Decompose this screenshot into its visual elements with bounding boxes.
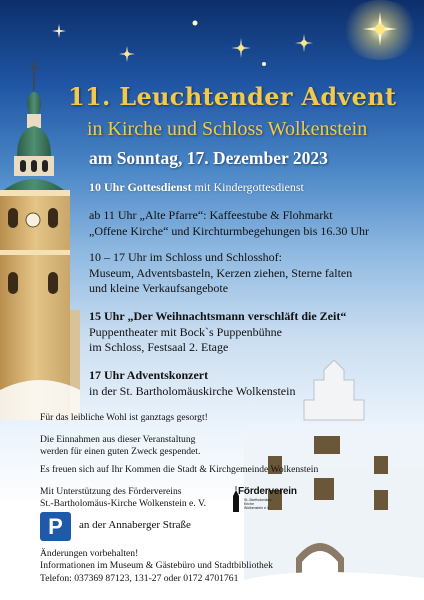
logo-sub1: St.-Bartholomäus- <box>244 498 273 502</box>
program-item-2 <box>89 208 369 239</box>
program-item-5 <box>89 368 295 399</box>
event-subtitle: in Kirche und Schloss Wolkenstein <box>87 118 368 140</box>
footer-info <box>40 548 273 585</box>
logo-title: Förderverein <box>238 486 297 497</box>
church-tower-illustration <box>0 60 80 420</box>
program-item-3-line1: 10 – 17 Uhr im Schloss und Schlosshof: <box>89 250 283 264</box>
star-icon <box>363 12 397 46</box>
program-item-3-line2: Museum, Adventsbasteln, Kerzen ziehen, Sterne falten <box>89 265 353 280</box>
welcome-note: Es freuen sich auf Ihr Kommen die Stadt & Kirchgemeinde Wolkenstein <box>40 464 319 475</box>
program-item-4-title: 15 Uhr „Der Weihnachtsmann verschläft die Zeit“ <box>89 309 347 323</box>
support-line2: St.-Bartholomäus-Kirche Wolkenstein e. V. <box>40 498 207 510</box>
program-item-4-line2: Puppentheater mit Bock`s Puppenbühne <box>89 324 282 339</box>
logo-sub3: Wolkenstein e.V. <box>244 506 270 510</box>
food-note: Für das leibliche Wohl ist ganztags gesorgt! <box>40 412 208 423</box>
program-item-4 <box>89 309 346 356</box>
program-item-4-line3: im Schloss, Festsaal 2. Etage <box>89 340 229 354</box>
star-icon <box>119 46 135 62</box>
support-line1: Mit Unterstützung des Fördervereins <box>40 486 182 497</box>
program-item-3 <box>89 250 352 297</box>
donation-note <box>40 434 200 459</box>
changes-note: Änderungen vorbehalten! <box>40 548 139 559</box>
parking-label: an der Annaberger Straße <box>79 519 191 531</box>
phone-line: Telefon: 037369 87123, 131-27 oder 0172 4701761 <box>40 572 239 584</box>
star-icon <box>260 60 268 68</box>
star-icon <box>190 18 200 28</box>
program-item-1 <box>89 180 304 196</box>
foerderverein-logo <box>232 486 296 512</box>
donation-line2: werden für einen guten Zweck gespendet. <box>40 446 201 458</box>
star-icon <box>231 38 251 58</box>
support-note <box>40 486 206 511</box>
info-line: Informationen im Museum & Gästebüro und Stadtbibliothek <box>40 560 273 572</box>
star-icon <box>295 34 313 52</box>
parking-icon: P <box>40 512 71 541</box>
program-item-1-text: mit Kindergottesdienst <box>191 180 304 194</box>
donation-line1: Die Einnahmen aus dieser Veranstaltung <box>40 434 196 445</box>
program-item-2-line1: ab 11 Uhr „Alte Pfarre“: Kaffeestube & Flohmarkt <box>89 208 333 222</box>
logo-sub2: Kirche <box>244 502 254 506</box>
program-item-2-line2: „Offene Kirche“ und Kirchturmbegehungen bis 16.30 Uhr <box>89 223 370 238</box>
program-item-5-title: 17 Uhr Adventskonzert <box>89 368 209 382</box>
event-title: 11. Leuchtender Advent <box>68 82 397 111</box>
program-item-5-line2: in der St. Bartholomäuskirche Wolkenstein <box>89 383 296 398</box>
event-date: am Sonntag, 17. Dezember 2023 <box>89 148 328 168</box>
program-item-3-line3: und kleine Verkaufsangebote <box>89 281 229 295</box>
program-item-1-time: 10 Uhr Gottesdienst <box>89 180 192 194</box>
star-icon <box>52 24 66 38</box>
